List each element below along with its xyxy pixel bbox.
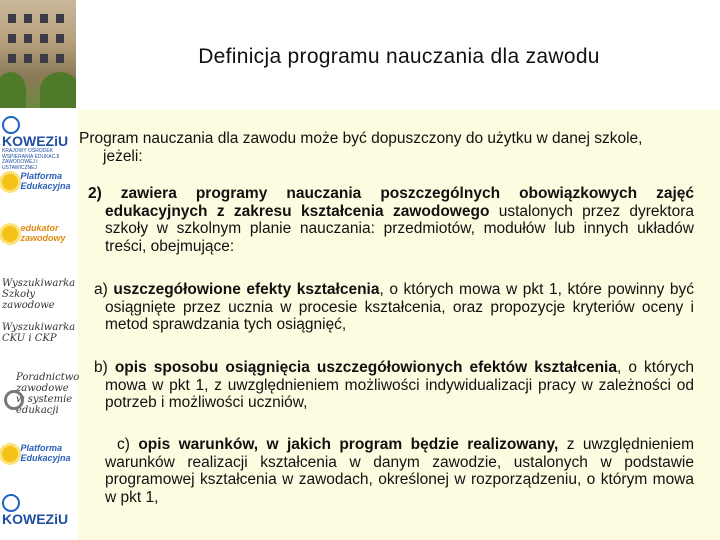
building-photo xyxy=(0,0,76,108)
intro-line-1: Program nauczania dla zawodu może być dopuszczony do użytku w danej szkole, xyxy=(79,130,643,147)
kowezu-logo[interactable]: KOWEZiU KRAJOWY OŚRODEK WSPIERANIA EDUKACJI ZAWODOWEJ I USTAWICZNEJ xyxy=(2,116,74,156)
item-a-paragraph: a) uszczegółowione efekty kształcenia, o których mowa w pkt 1, które powinny być osiągnięte przez ucznia w procesie kształcenia, oraz propozycje kryteriów oceny i metod sprawdzania tych osiągnięć, xyxy=(94,281,695,333)
sun-icon xyxy=(2,226,18,242)
wyszukiwarka-szkoly-logo[interactable]: Wyszukiwarka Szkoły zawodowe xyxy=(2,278,76,311)
item-b-text: , o których mowa w pkt 1, z uwzględnieniem możliwości indywidualizacji pracy w zależności od potrzeb i możliwości uczniów, xyxy=(105,359,694,411)
intro-line-2: jeżeli: xyxy=(103,147,143,165)
item-c-paragraph: c) opis warunków, w jakich program będzie realizowany, z uwzględnieniem warunków realizacji kształcenia w danym zawodzie, ustalonych w podstawie programowej kształcenia w zawodach, określonej w rozporządzeniu, o którym mowa w pkt 1, xyxy=(105,436,694,506)
sun-icon xyxy=(2,174,18,190)
item-c-text: z uwzględnieniem warunków realizacji kształcenia w danym zawodzie, ustalonych w podstawie programowej kształcenia w zawodach, określonej w rozporządzeniu, o którym mowa w pkt 1, xyxy=(105,436,694,506)
item-2-bold: 2) zawiera programy nauczania poszczególnych obowiązkowych zajęć edukacyjnych z zakresu kształcenia zawodowego xyxy=(88,185,694,220)
item-a-text: , o których mowa w pkt 1, które powinny być osiągnięte przez ucznia w procesie kształcenia, oraz propozycje kryteriów oceny i metod sprawdzania tych osiągnięć, xyxy=(105,281,695,333)
wyszukiwarka-cku-logo[interactable]: Wyszukiwarka CKU i CKP xyxy=(2,322,76,344)
item-2-paragraph xyxy=(88,185,694,255)
kowezu-logo-2[interactable]: KOWEZiU xyxy=(2,494,74,534)
logo-sidebar xyxy=(0,0,78,540)
item-a-bold: uszczegółowione efekty kształcenia xyxy=(113,281,380,298)
sun-icon xyxy=(2,446,18,462)
kowezu-mark-icon xyxy=(2,116,20,134)
item-b-bold: opis sposobu osiągnięcia uszczegółowionych efektów kształcenia xyxy=(114,359,617,376)
slide-title: Definicja programu nauczania dla zawodu xyxy=(198,45,600,68)
platforma-edukacyjna-logo-2[interactable]: Platforma Edukacyjna xyxy=(2,444,67,464)
item-2-text: ustalonych przez dyrektora szkoły w szkolnym planie nauczania: przedmiotów, modułów lub innych układów treści, obejmujące: xyxy=(105,202,694,255)
item-c-bold: opis warunków, w jakich program będzie realizowany, xyxy=(138,436,559,453)
item-b-paragraph: b) opis sposobu osiągnięcia uszczegółowionych efektów kształcenia, o których mowa w pkt 1, z uwzględnieniem możliwości indywidualizacji pracy w zależności od potrzeb i możliwości uczniów, xyxy=(94,359,694,411)
intro-paragraph xyxy=(79,130,709,165)
poradnictwo-zawodowe-logo[interactable]: Poradnictwo zawodowe w systemie edukacji xyxy=(16,372,80,416)
platforma-edukacyjna-logo[interactable]: Platforma Edukacyjna xyxy=(2,172,67,192)
kowezu-mark-icon xyxy=(2,494,20,512)
edukator-zawodowy-logo[interactable]: edukator zawodowy xyxy=(2,224,67,244)
magnifier-icon xyxy=(4,390,24,410)
